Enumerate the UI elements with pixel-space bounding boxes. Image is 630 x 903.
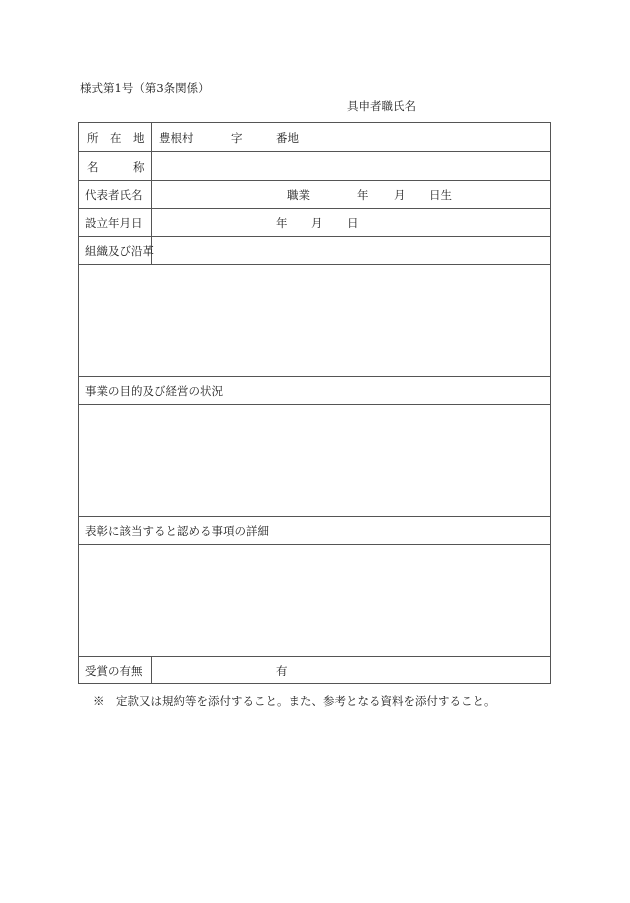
established-month-label: 月 <box>311 216 323 230</box>
awards-label: 受賞の有無 <box>85 664 143 678</box>
details-field[interactable] <box>83 548 546 652</box>
details-label: 表彰に該当すると認める事項の詳細 <box>85 524 269 538</box>
birth-month-label: 月 <box>394 188 406 202</box>
row-divider <box>79 544 550 545</box>
row-divider <box>79 404 550 405</box>
village-name: 豊根村 <box>159 131 194 145</box>
name-field[interactable] <box>159 156 544 177</box>
occupation-label: 職業 <box>287 188 310 202</box>
purpose-label: 事業の目的及び経営の状況 <box>85 384 223 398</box>
row-divider <box>79 376 550 377</box>
row-divider <box>79 180 550 181</box>
established-date-field[interactable] <box>159 212 544 233</box>
row-divider <box>79 236 550 237</box>
awards-field[interactable] <box>159 660 544 681</box>
form-number: 様式第1号（第3条関係） <box>80 81 210 95</box>
established-year-label: 年 <box>276 216 288 230</box>
address-label: 所 在 地 <box>87 131 145 145</box>
form-table <box>78 122 551 684</box>
banchi-label: 番地 <box>276 131 299 145</box>
history-field[interactable] <box>83 268 546 372</box>
row-divider <box>79 516 550 517</box>
birth-day-label: 日生 <box>429 188 452 202</box>
aza-label: 字 <box>231 131 243 145</box>
representative-field[interactable] <box>159 184 544 205</box>
history-label: 組織及び沿革 <box>85 244 154 258</box>
row-divider <box>79 151 550 152</box>
row-divider <box>79 264 550 265</box>
column-divider <box>151 656 152 684</box>
applicant-name-label: 具申者職氏名 <box>347 99 416 113</box>
purpose-field[interactable] <box>83 408 546 512</box>
representative-label: 代表者氏名 <box>85 188 143 202</box>
awards-value: 有 <box>276 664 288 678</box>
established-date-label: 設立年月日 <box>85 216 143 230</box>
name-label: 名 称 <box>87 160 145 174</box>
established-day-label: 日 <box>347 216 359 230</box>
row-divider <box>79 208 550 209</box>
address-field[interactable] <box>159 127 544 148</box>
row-divider <box>79 656 550 657</box>
birth-year-label: 年 <box>357 188 369 202</box>
footnote: ※ 定款又は規約等を添付すること。また、参考となる資料を添付すること。 <box>93 694 496 708</box>
